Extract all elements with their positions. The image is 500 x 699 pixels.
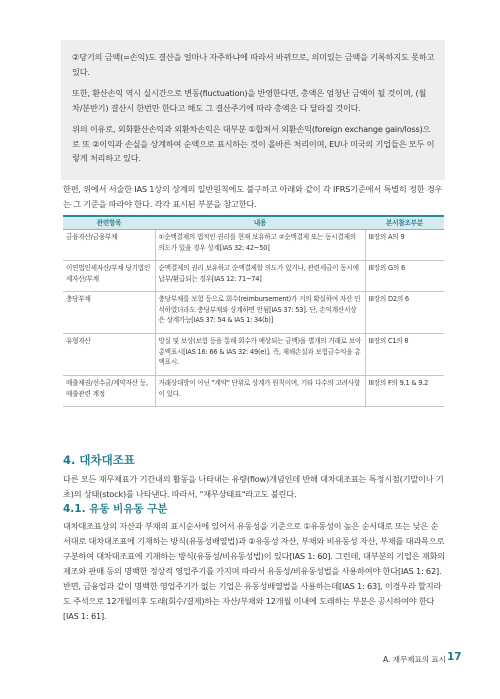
table-cell-item: 매출채권/선수금/계약자산 등, 매출관련 계정	[63, 376, 155, 407]
section-4-paragraph: 다른 모든 재무제표가 기간내의 활동을 나타내는 유량(flow)개념인데 반해 대차대조표는 특정시점(기말이나 기초)의 상태(stock)를 나타낸다. 따라서, "재무상태표"라고도 불린다.	[63, 474, 444, 499]
table-cell-content: 충당부채를 보험 등으로 회수(reimbursement)가 거의 확실하여 자산 인식하였더라도 충당부채와 상계하면 안됨[IAS 37: 53]. 단, 손익계산서상은 상계가능[IAS 37: 54 & IAS 1: 34(b)]	[155, 292, 365, 334]
table-row	[63, 292, 444, 334]
footer-section-title: A. 재무제표의 표시	[383, 655, 446, 664]
table-cell-content: 순액결제의 권리 보유하고 순액결제할 의도가 있거나, 관련세금이 동시에 납부/환급되는 경우[IAS 12: 71~74]	[155, 261, 365, 292]
table-row	[63, 261, 444, 292]
column-header-content: 내용	[155, 216, 365, 230]
page-number: 17	[447, 651, 462, 663]
note-paragraph-3: 위의 이유로, 외화환산손익과 외환차손익은 대부분 ①합쳐서 외환손익(foreign exchange gain/loss)으로 또 ②이익과 손실을 상계하여 순액으로 표시하는 것이 올바른 처리이며, EU나 미국의 기업들은 모두 이렇게 처리하고 있다.	[72, 124, 435, 163]
table-cell-item: 충당부채	[63, 292, 155, 334]
table-cell-ref: III장의 A의 9	[365, 230, 444, 261]
table-row	[63, 230, 444, 261]
table-cell-ref: III장의 G의 6	[365, 261, 444, 292]
column-header-ref: 본서참조부분	[365, 216, 444, 230]
offset-exceptions-table	[63, 215, 444, 407]
section-4-1-paragraph: 대차대조표상의 자산과 부채의 표시순서에 있어서 유동성을 기준으로 ①유동성이 높은 순서대로 또는 낮은 순서대로 대차대조표에 기재하는 방식(유동성배열법)과 ②유동성 자산, 부채와 비유동성 자산, 부채를 대과목으로 구분하여 대차대조표에 기재하는 방식(유동성/비유동성법)이 있다[IAS 1: 60]. 그런데, 대부분의 기업은 재화의 제조와 판매 등의 명백한 정상적 영업주기를 가지며 따라서 유동성/비유동성법을 사용하여야 한다[IAS 1: 62]. 반면, 금융업과 같이 명백한 영업주기가 없는 기업은 유동성배열법을 사용하는데[IAS 1: 63], 이경우라 할지라도 주석으로 12개월이후 도래(회수/결제)하는 자산/부채와 12개월 이내에 도래하는 부분은 공시하여야 한다[IAS 1: 61].	[63, 521, 445, 621]
table-cell-ref: III장의 C1의 8	[365, 334, 444, 376]
table-row	[63, 334, 444, 376]
table-cell-item: 금융자산/금융부채	[63, 230, 155, 261]
section-4-1-heading: 4.1. 유동 비유동 구분	[63, 503, 168, 515]
table-row	[63, 376, 444, 407]
note-paragraph-2: 또한, 환산손익 역시 실시간으로 변동(fluctuation)을 반영한다면, 총액은 엄청난 금액이 될 것이며, (월차/분반기) 결산시 한번만 한다고 해도 그 결산주기에 따라 총액은 다 달라질 것이다.	[72, 88, 427, 113]
table-cell-ref: III장의 D2의 6	[365, 292, 444, 334]
table-header-row	[63, 216, 444, 230]
column-header-item: 관련항목	[63, 216, 155, 230]
section-4-heading: 4. 대차대조표	[63, 453, 135, 467]
table-cell-content: 망실 및 보상(보험 등을 통해 회수가 예상되는 금액)을 별개의 거래로 보아 총액표시[IAS 16: 66 & IAS 32: 49(e)]. 즉, 재해손실과 보험금수익을 총액표시.	[155, 334, 365, 376]
table-cell-item: 이연법인세자산/부채 당기법인세자산/부채	[63, 261, 155, 292]
table-cell-content: 거래상대방이 아닌 "계약" 단위로 상계가 원칙이며, 기타 다수의 고려사항이 있다.	[155, 376, 365, 407]
intro-paragraph: 한편, 위에서 서술한 IAS 1상의 상계의 일반원칙에도 불구하고 아래와 같이 각 IFRS기준에서 특별히 정한 경우는 그 기준을 따라야 한다. 각각 표시된 부분을 참고한다.	[63, 184, 443, 209]
table-cell-ref: III장의 F의 9.1 & 9.2	[365, 376, 444, 407]
table-cell-content: ①순액결제의 법적인 권리를 현재 보유하고 ②순액결제 또는 동시결제의 의도가 있을 경우 상계[IAS 32: 42~50]	[155, 230, 365, 261]
note-box	[61, 40, 445, 180]
note-paragraph-1: ②당기의 금액(=손익)도 결산을 얼마나 자주하냐에 따라서 바뀌므로, 의미있는 금액을 기록하지도 못하고 있다.	[72, 52, 435, 77]
table-cell-item: 유형자산	[63, 334, 155, 376]
